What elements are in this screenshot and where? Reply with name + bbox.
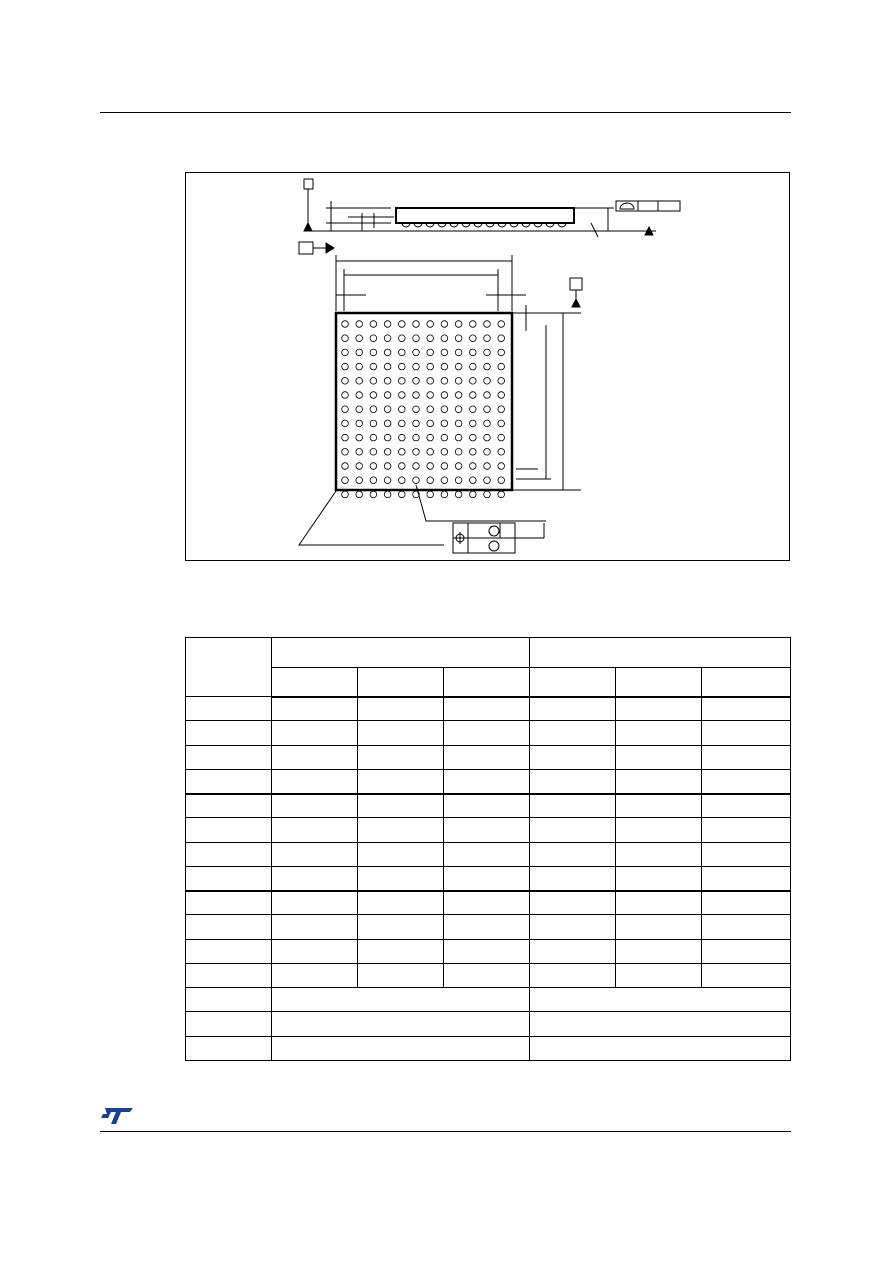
table-cell (530, 769, 616, 793)
table-cell (616, 963, 702, 987)
solder-ball (370, 335, 377, 342)
solder-ball (455, 321, 462, 328)
table-cell (186, 697, 272, 721)
solder-ball (441, 335, 448, 342)
table-cell (616, 842, 702, 866)
solder-ball (384, 349, 391, 356)
solder-ball (441, 477, 448, 484)
solder-ball (342, 363, 349, 370)
table-cell (358, 963, 444, 987)
st-logo-icon (99, 1106, 135, 1126)
table-cell (702, 963, 791, 987)
table-cell (444, 697, 530, 721)
table-cell (530, 1036, 791, 1060)
table-header-group (272, 638, 530, 668)
solder-ball (399, 406, 406, 413)
table-cell (272, 1012, 530, 1036)
solder-ball (470, 491, 477, 498)
solder-ball (484, 378, 491, 385)
table-cell (530, 721, 616, 745)
table-row (186, 818, 791, 842)
table-cell (444, 794, 530, 818)
table-cell (530, 818, 616, 842)
table-cell (186, 915, 272, 939)
solder-ball (342, 392, 349, 399)
table-cell (358, 818, 444, 842)
table-cell (444, 769, 530, 793)
solder-ball (441, 406, 448, 413)
solder-ball (441, 363, 448, 370)
table-row (186, 939, 791, 963)
table-cell (616, 818, 702, 842)
solder-ball (498, 378, 505, 385)
solder-ball (413, 335, 420, 342)
solder-ball (427, 477, 434, 484)
solder-ball (399, 335, 406, 342)
table-cell (530, 939, 616, 963)
solder-ball (484, 321, 491, 328)
solder-ball (342, 420, 349, 427)
solder-ball (455, 363, 462, 370)
table-row (186, 697, 791, 721)
solder-ball (370, 363, 377, 370)
table-cell (702, 866, 791, 890)
solder-ball (470, 321, 477, 328)
solder-ball (342, 378, 349, 385)
table-row (186, 842, 791, 866)
solder-ball (498, 335, 505, 342)
table-cell (616, 891, 702, 915)
solder-ball (455, 392, 462, 399)
solder-ball (498, 434, 505, 441)
solder-ball (384, 463, 391, 470)
solder-ball (342, 406, 349, 413)
solder-ball (356, 363, 363, 370)
table-cell (444, 866, 530, 890)
solder-ball (427, 434, 434, 441)
table-cell (358, 697, 444, 721)
solder-ball (356, 335, 363, 342)
table-cell (186, 769, 272, 793)
table-cell (358, 939, 444, 963)
table-cell (616, 866, 702, 890)
solder-ball (470, 406, 477, 413)
solder-ball (484, 477, 491, 484)
solder-ball (356, 491, 363, 498)
solder-ball (384, 321, 391, 328)
table-cell (358, 721, 444, 745)
table-row (186, 915, 791, 939)
table-row (186, 963, 791, 987)
solder-ball (470, 434, 477, 441)
package-drawing (186, 173, 791, 562)
solder-ball (413, 477, 420, 484)
solder-ball (498, 406, 505, 413)
solder-ball (484, 335, 491, 342)
solder-ball (356, 477, 363, 484)
solder-ball (384, 406, 391, 413)
solder-ball (484, 363, 491, 370)
table-header-group (530, 638, 791, 668)
solder-ball (498, 392, 505, 399)
table-cell (530, 745, 616, 769)
solder-ball (356, 434, 363, 441)
package-side-profile (396, 208, 574, 223)
solder-ball (484, 420, 491, 427)
solder-ball (498, 477, 505, 484)
table-cell (186, 1036, 272, 1060)
table-cell (530, 842, 616, 866)
solder-ball (427, 491, 434, 498)
table-cell (186, 745, 272, 769)
table-cell (186, 794, 272, 818)
solder-ball (370, 449, 377, 456)
solder-ball (498, 321, 505, 328)
table-subheader (530, 668, 616, 697)
solder-ball (399, 321, 406, 328)
table-cell (186, 1012, 272, 1036)
solder-ball (427, 363, 434, 370)
table-cell (616, 745, 702, 769)
solder-ball (470, 392, 477, 399)
solder-ball (441, 449, 448, 456)
solder-ball (399, 378, 406, 385)
solder-ball (484, 434, 491, 441)
table-cell (272, 1036, 530, 1060)
table-cell (358, 745, 444, 769)
table-cell (272, 866, 358, 890)
footer-rule (100, 1131, 791, 1132)
solder-ball (356, 349, 363, 356)
table-cell (272, 721, 358, 745)
solder-ball (455, 335, 462, 342)
table-row (186, 866, 791, 890)
solder-ball (370, 349, 377, 356)
solder-ball (342, 477, 349, 484)
solder-ball (370, 392, 377, 399)
header-rule (100, 112, 791, 113)
solder-ball (455, 378, 462, 385)
datum-box-c (570, 278, 582, 290)
table-row (186, 1036, 791, 1060)
solder-ball (455, 420, 462, 427)
table-cell (358, 891, 444, 915)
table-cell (530, 866, 616, 890)
solder-ball (484, 463, 491, 470)
table-cell (530, 963, 616, 987)
solder-ball (399, 420, 406, 427)
solder-ball (413, 449, 420, 456)
table-cell (530, 891, 616, 915)
solder-ball (384, 335, 391, 342)
solder-ball (370, 378, 377, 385)
table-cell (186, 988, 272, 1012)
table-cell (358, 915, 444, 939)
table-row (186, 769, 791, 793)
table-cell (186, 891, 272, 915)
table-cell (702, 915, 791, 939)
solder-ball (399, 449, 406, 456)
table-row (186, 891, 791, 915)
solder-ball (427, 392, 434, 399)
solder-ball (384, 491, 391, 498)
solder-ball (441, 434, 448, 441)
solder-ball (498, 449, 505, 456)
solder-ball (384, 392, 391, 399)
table-cell (358, 769, 444, 793)
table-cell (702, 891, 791, 915)
table-cell (358, 866, 444, 890)
solder-ball (370, 321, 377, 328)
solder-ball (484, 491, 491, 498)
table-subheader (444, 668, 530, 697)
solder-ball (470, 477, 477, 484)
table-cell (444, 891, 530, 915)
table-subheader (616, 668, 702, 697)
solder-ball (427, 321, 434, 328)
table-cell (616, 721, 702, 745)
solder-ball (427, 463, 434, 470)
solder-ball (342, 491, 349, 498)
solder-ball (455, 434, 462, 441)
solder-ball (399, 392, 406, 399)
table-cell (444, 818, 530, 842)
table-cell (444, 745, 530, 769)
table-cell (444, 939, 530, 963)
table-cell (444, 963, 530, 987)
table-cell (358, 794, 444, 818)
table-cell (186, 842, 272, 866)
solder-ball (342, 335, 349, 342)
solder-ball (427, 449, 434, 456)
solder-ball (413, 363, 420, 370)
solder-ball (413, 463, 420, 470)
solder-ball (470, 363, 477, 370)
solder-ball (470, 449, 477, 456)
solder-ball (399, 463, 406, 470)
solder-ball (356, 378, 363, 385)
table-row (186, 721, 791, 745)
package-outline-figure (185, 172, 790, 561)
solder-ball (441, 378, 448, 385)
solder-ball (441, 349, 448, 356)
solder-ball (498, 491, 505, 498)
solder-ball (455, 491, 462, 498)
solder-ball (370, 434, 377, 441)
solder-ball (370, 406, 377, 413)
solder-ball (455, 463, 462, 470)
table-cell (702, 697, 791, 721)
solder-ball (498, 349, 505, 356)
solder-ball (342, 463, 349, 470)
solder-ball (413, 378, 420, 385)
datum-box-b (299, 242, 313, 254)
table-subheader (272, 668, 358, 697)
solder-ball (384, 363, 391, 370)
solder-ball (441, 420, 448, 427)
solder-ball (413, 392, 420, 399)
table-cell (272, 939, 358, 963)
table-cell (702, 721, 791, 745)
table-cell (616, 769, 702, 793)
table-cell (702, 794, 791, 818)
solder-ball (356, 420, 363, 427)
solder-ball (470, 420, 477, 427)
table-header-dim (186, 638, 272, 697)
solder-ball (484, 349, 491, 356)
solder-ball (356, 449, 363, 456)
table-subheader (358, 668, 444, 697)
solder-ball (356, 321, 363, 328)
table-cell (616, 939, 702, 963)
solder-ball (370, 463, 377, 470)
solder-ball (484, 406, 491, 413)
table-row (186, 745, 791, 769)
table-cell (530, 1012, 791, 1036)
solder-ball (427, 335, 434, 342)
solder-ball (399, 491, 406, 498)
solder-ball (399, 477, 406, 484)
solder-ball (455, 477, 462, 484)
table-cell (444, 721, 530, 745)
table-cell (272, 891, 358, 915)
solder-ball (455, 449, 462, 456)
solder-ball (498, 420, 505, 427)
table-cell (272, 818, 358, 842)
table-cell (272, 794, 358, 818)
solder-ball (342, 434, 349, 441)
solder-ball (470, 335, 477, 342)
solder-ball (413, 321, 420, 328)
datum-box-a (304, 179, 313, 189)
table-subheader (702, 668, 791, 697)
table-cell (530, 697, 616, 721)
table-cell (272, 963, 358, 987)
solder-ball (441, 321, 448, 328)
solder-ball (427, 420, 434, 427)
solder-ball (384, 449, 391, 456)
solder-ball (455, 349, 462, 356)
table-cell (186, 963, 272, 987)
solder-ball (413, 349, 420, 356)
solder-ball (399, 434, 406, 441)
solder-ball (413, 406, 420, 413)
table-cell (444, 842, 530, 866)
table-cell (272, 769, 358, 793)
table-cell (186, 866, 272, 890)
table-cell (186, 939, 272, 963)
solder-ball (484, 392, 491, 399)
table-cell (702, 769, 791, 793)
solder-ball (384, 420, 391, 427)
solder-ball (455, 406, 462, 413)
table-cell (702, 939, 791, 963)
solder-ball (342, 449, 349, 456)
table-cell (272, 915, 358, 939)
table-cell (272, 988, 530, 1012)
solder-ball (498, 363, 505, 370)
solder-ball (470, 349, 477, 356)
solder-ball (441, 463, 448, 470)
solder-ball (370, 477, 377, 484)
table-cell (530, 794, 616, 818)
table-cell (358, 842, 444, 866)
solder-ball (427, 406, 434, 413)
solder-ball (427, 378, 434, 385)
table-cell (702, 745, 791, 769)
table-cell (272, 745, 358, 769)
table-cell (272, 697, 358, 721)
solder-ball (441, 491, 448, 498)
ball-grid-array (342, 321, 505, 498)
solder-ball (470, 378, 477, 385)
table-cell (702, 818, 791, 842)
table-cell (702, 842, 791, 866)
table-cell (444, 915, 530, 939)
solder-ball (356, 392, 363, 399)
solder-ball (356, 406, 363, 413)
solder-ball (441, 392, 448, 399)
solder-ball (356, 463, 363, 470)
solder-ball (384, 378, 391, 385)
table-cell (530, 915, 616, 939)
solder-ball (484, 449, 491, 456)
solder-ball (370, 491, 377, 498)
table-cell (616, 794, 702, 818)
solder-ball (413, 434, 420, 441)
solder-ball (498, 463, 505, 470)
solder-ball (399, 349, 406, 356)
table-row (186, 1012, 791, 1036)
dimensions-table (185, 637, 791, 1061)
solder-ball (427, 349, 434, 356)
table-cell (186, 721, 272, 745)
table-cell (530, 988, 791, 1012)
solder-ball (399, 363, 406, 370)
table-row (186, 988, 791, 1012)
solder-ball (384, 434, 391, 441)
table-cell (186, 818, 272, 842)
solder-ball (342, 349, 349, 356)
table-row (186, 794, 791, 818)
solder-ball (370, 420, 377, 427)
table-cell (272, 842, 358, 866)
table-cell (616, 697, 702, 721)
solder-ball (413, 420, 420, 427)
table-cell (616, 915, 702, 939)
solder-ball (470, 463, 477, 470)
solder-ball (342, 321, 349, 328)
solder-ball (384, 477, 391, 484)
